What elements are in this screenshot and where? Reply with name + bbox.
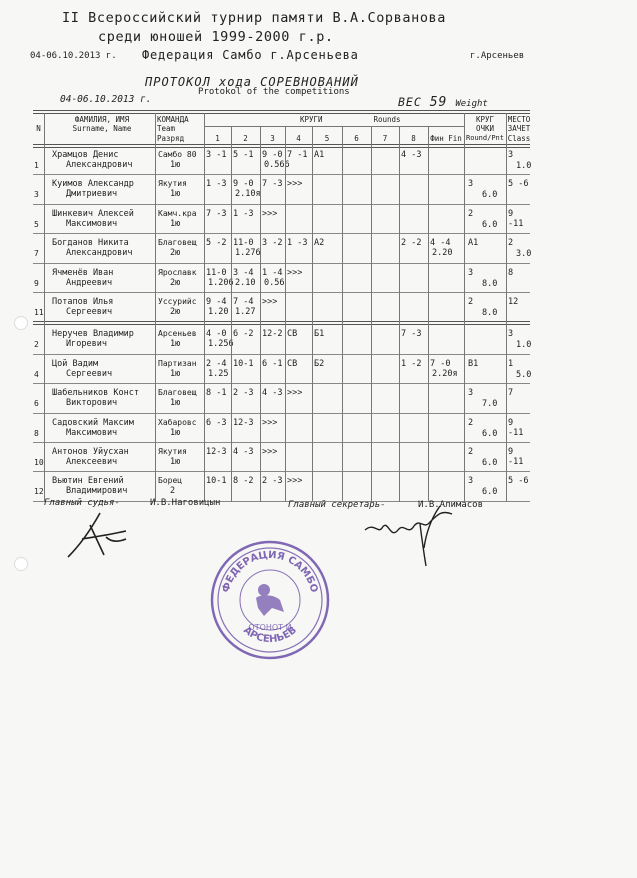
class-points: 1.0: [516, 340, 532, 351]
round-result: 10-1: [233, 358, 254, 369]
table-row: [33, 355, 530, 386]
table-row: [33, 175, 530, 206]
athlete-first-name: Сергеевич: [66, 307, 113, 317]
place: 3: [508, 150, 514, 160]
athlete-first-name: Владимирович: [66, 486, 128, 497]
round-count: 2: [468, 447, 474, 457]
judge-label: Главный судья-: [44, 498, 120, 508]
table-row: [33, 205, 530, 236]
round-result: 7 -0: [430, 358, 451, 369]
header-rank: Разряд: [157, 134, 185, 143]
team-name: Арсеньев: [158, 329, 197, 339]
round-result: >>>: [262, 447, 278, 457]
round-result: 7 -3: [262, 179, 283, 190]
round-result: 3 -4: [233, 267, 254, 278]
points: 6.0: [482, 458, 498, 468]
stamp-center-text: ОТОНОТ И: [248, 623, 292, 632]
protocol-title: ПРОТОКОЛ хода СОРЕВНОВАНИЙ: [145, 75, 359, 89]
athlete-rank: 1ю: [170, 160, 181, 170]
protocol-date: 04-06.10.2013 г.: [60, 94, 152, 105]
round-score: 1.276: [235, 248, 261, 259]
athlete-first-name: Сергеевич: [66, 368, 113, 379]
athlete-last-name: Вьютин Евгений: [52, 476, 124, 487]
place: 8: [508, 267, 514, 278]
athlete-first-name: Александрович: [66, 248, 133, 259]
round-result: 7 -3: [206, 208, 227, 219]
row-number: 11: [34, 308, 44, 317]
round-result: 7 -1: [287, 150, 308, 160]
round-result: 12-2: [262, 329, 283, 340]
place: 5 -6: [508, 179, 529, 190]
svg-text:ФЕДЕРАЦИЯ САМБО: [221, 550, 320, 594]
team-name: Благовещ: [158, 238, 197, 248]
round-count: 2: [468, 417, 474, 428]
punch-hole: [14, 316, 28, 330]
table-row: [33, 293, 530, 324]
round-count: 3: [468, 267, 474, 278]
team-name: Партизан: [158, 358, 197, 368]
place: 5 -6: [508, 476, 529, 487]
round-score: 1.256: [208, 339, 234, 350]
athlete-rank: 1ю: [170, 368, 181, 379]
round-result: 2 -3: [262, 476, 283, 487]
athlete-rank: 2ю: [170, 248, 181, 259]
header-rounds-ru: КРУГИ: [300, 115, 323, 124]
round-result: >>>: [262, 297, 278, 307]
athlete-last-name: Садовский Максим: [52, 417, 134, 428]
team-name: Якутия: [158, 447, 187, 456]
table-row: [33, 264, 530, 295]
round-score: 2.10: [235, 277, 256, 288]
round-result: 2 -3: [233, 388, 254, 399]
header-round-6: 6: [354, 134, 359, 143]
place: 9 -11: [508, 447, 524, 467]
round-result: 7 -4: [233, 297, 254, 307]
athlete-last-name: Шинкевич Алексей: [52, 208, 134, 219]
round-result: 1 -3: [233, 208, 254, 219]
column-divider: [231, 127, 232, 502]
round-result: 3 -2: [262, 238, 283, 249]
athlete-first-name: Игоревич: [66, 339, 107, 350]
round-result: >>>: [287, 267, 303, 278]
athlete-first-name: Алексеевич: [66, 457, 118, 467]
table-row: [33, 234, 530, 265]
athlete-first-name: Андреевич: [66, 277, 113, 288]
header-krug: КРУГ: [475, 115, 495, 124]
round-score: 0.566: [264, 160, 290, 170]
organizer: Федерация Самбо г.Арсеньева: [142, 48, 359, 62]
stamp-top-text: ФЕДЕРАЦИЯ САМБО: [220, 549, 320, 594]
round-score: 2.20я: [432, 368, 458, 379]
round-result: 9 -4: [206, 297, 227, 307]
header-zachet: ЗАЧЕТ: [507, 124, 531, 133]
header-round-3: 3: [270, 134, 275, 143]
round-score: 2.20: [432, 248, 453, 259]
round-count: 3: [468, 179, 474, 190]
protocol-title-en: Protokol of the competitions: [198, 87, 350, 97]
round-result: 3 -1: [206, 150, 227, 160]
place: 2: [508, 238, 514, 249]
athlete-rank: 1ю: [170, 339, 181, 350]
header-rounds-en: Rounds: [373, 115, 401, 124]
header-name-en: Surname, Name: [72, 124, 132, 133]
athlete-rank: 1ю: [170, 398, 181, 409]
points: 8.0: [482, 308, 498, 318]
athlete-first-name: Дмитриевич: [66, 189, 118, 200]
round-result: 7 -3: [401, 329, 422, 340]
round-result: Б1: [314, 329, 325, 340]
round-result: 4 -3: [233, 447, 254, 457]
athlete-rank: 1ю: [170, 189, 181, 200]
points: 6.0: [482, 190, 498, 201]
athlete-last-name: Ячменёв Иван: [52, 267, 114, 278]
points: 6.0: [482, 428, 498, 439]
team-name: Ярославк: [158, 267, 197, 277]
header-round-2: 2: [243, 134, 248, 143]
row-number: 5: [34, 219, 39, 229]
round-result: Б2: [314, 358, 325, 369]
athlete-last-name: Куимов Александр: [52, 179, 134, 190]
athlete-rank: 1ю: [170, 427, 181, 438]
round-result: 1 -3: [206, 179, 227, 190]
round-result: 9 -0: [262, 150, 283, 160]
round-result: СВ: [287, 358, 298, 369]
round-count: 3: [468, 476, 474, 487]
round-score: 2.10я: [235, 189, 261, 200]
round-result: 5 -1: [233, 150, 254, 160]
round-score: 1.27: [235, 307, 256, 317]
header-place: МЕСТО: [507, 115, 531, 124]
stamp-bottom-text: АРСЕНЬЕВ: [241, 624, 299, 646]
athlete-first-name: Максимович: [66, 427, 118, 438]
round-result: >>>: [287, 388, 303, 399]
round-result: 8 -2: [233, 476, 254, 487]
header-team-en: Team: [157, 124, 176, 133]
header-rounds-divider: [204, 126, 464, 127]
place: 1: [508, 358, 514, 369]
athlete-last-name: Шабельников Конст: [52, 388, 139, 399]
class-points: 3.0: [516, 249, 532, 260]
round-result: >>>: [262, 208, 278, 219]
team-name: Борец: [158, 476, 183, 486]
round-score: 1.20: [208, 307, 229, 317]
header-round-5: 5: [324, 134, 330, 143]
round-result: 9 -0: [233, 179, 254, 190]
round-count: В1: [468, 358, 479, 369]
round-result: 2 -4: [206, 358, 227, 369]
row-number: 2: [34, 340, 39, 350]
federation-stamp: [208, 538, 332, 662]
column-divider: [260, 127, 261, 502]
round-result: 8 -1: [206, 388, 227, 399]
column-divider: [464, 113, 465, 502]
team-name: Якутия: [158, 179, 187, 189]
points: 6.0: [482, 219, 498, 230]
punch-hole: [14, 557, 28, 571]
header-round-pnt: Round/Pnt: [466, 134, 504, 142]
athlete-rank: 2ю: [170, 307, 181, 317]
column-divider: [155, 113, 156, 502]
round-result: А1: [314, 150, 325, 160]
athlete-first-name: Викторович: [66, 398, 118, 409]
round-score: 1.25: [208, 368, 229, 379]
team-name: Благовещ: [158, 388, 197, 398]
tournament-dates: 04-06.10.2013 г.: [30, 51, 117, 61]
round-count: 2: [468, 208, 474, 219]
round-result: 6 -2: [233, 329, 254, 340]
row-number: 10: [34, 458, 44, 467]
athlete-last-name: Антонов Уйусхан: [52, 447, 129, 457]
stamp-emblem-icon: [256, 584, 284, 616]
header-points: ОЧКИ: [475, 124, 495, 133]
header-class: Class: [507, 134, 531, 143]
round-result: СВ: [287, 329, 298, 340]
team-name: Самбо 80: [158, 150, 197, 159]
judge-signature: [60, 505, 140, 565]
header-final: Фин Fin: [430, 134, 462, 143]
header-round-4: 4: [296, 134, 301, 143]
points: 6.0: [482, 487, 498, 498]
header-team-ru: КОМАНДА: [157, 115, 189, 124]
secretary-name: И.В.Алимасов: [418, 500, 484, 510]
column-divider: [506, 113, 507, 502]
round-result: >>>: [287, 179, 303, 190]
round-score: 1.206: [208, 277, 234, 288]
round-score: 0.56: [264, 277, 285, 288]
round-result: 2 -2: [401, 238, 422, 249]
round-result: 6 -1: [262, 358, 283, 369]
round-result: >>>: [262, 417, 278, 428]
header-n: N: [36, 124, 41, 133]
round-result: 1 -4: [262, 267, 283, 278]
round-result: 5 -2: [206, 238, 227, 249]
column-divider: [428, 127, 429, 502]
column-divider: [204, 113, 205, 502]
judge-name: И.В.Наговицын: [150, 498, 221, 508]
column-divider: [342, 127, 343, 502]
table-row: [33, 146, 530, 177]
row-number: 3: [34, 190, 39, 200]
row-number: 9: [34, 278, 39, 288]
round-result: 4 -3: [401, 150, 422, 160]
round-result: 4 -4: [430, 238, 451, 249]
place: 3: [508, 329, 514, 340]
row-number: 4: [34, 369, 39, 379]
column-divider: [44, 113, 45, 502]
round-result: А2: [314, 238, 325, 249]
row-number: 8: [34, 428, 39, 438]
column-divider: [312, 127, 313, 502]
secretary-label: Главный секретарь-: [288, 500, 386, 510]
row-number: 1: [34, 161, 39, 170]
table-top-border: [33, 110, 530, 114]
weight-label-en: Weight: [455, 99, 488, 109]
column-divider: [371, 127, 372, 502]
round-result: 12-3: [233, 417, 254, 428]
round-result: 1 -2: [401, 358, 422, 369]
athlete-last-name: Неручев Владимир: [52, 329, 134, 340]
round-result: 11-0: [206, 267, 227, 278]
round-count: А1: [468, 238, 479, 249]
team-name: Уссурийс: [158, 297, 197, 306]
athlete-last-name: Цой Вадим: [52, 358, 99, 369]
athlete-last-name: Богданов Никита: [52, 238, 129, 249]
row-number: 12: [34, 487, 44, 497]
round-result: 4 -0: [206, 329, 227, 340]
table-row: [33, 384, 530, 415]
athlete-last-name: Храмцов Денис: [52, 150, 119, 160]
secretary-signature: [360, 500, 470, 570]
row-number: 7: [34, 249, 39, 259]
place: 9 -11: [508, 208, 524, 229]
round-count: 2: [468, 297, 474, 307]
athlete-rank: 2: [170, 486, 176, 497]
weight-class: [398, 95, 488, 110]
round-count: 3: [468, 388, 474, 399]
weight-label: ВЕС: [398, 95, 422, 109]
tournament-title: II Всероссийский турнир памяти В.А.Сорванова: [62, 10, 447, 26]
round-result: 11-0: [233, 238, 254, 249]
round-result: 10-1: [206, 476, 227, 487]
header-round-7: 7: [382, 134, 388, 143]
row-number: 6: [34, 399, 39, 409]
table-row: [33, 414, 530, 445]
weight-value: 59: [429, 95, 448, 110]
column-divider: [285, 127, 286, 502]
table-row: [33, 325, 530, 356]
header-name-ru: ФАМИЛИЯ, ИМЯ: [74, 115, 130, 124]
column-divider: [399, 127, 400, 502]
round-result: 4 -3: [262, 388, 283, 399]
points: 7.0: [482, 399, 498, 410]
round-result: >>>: [287, 476, 303, 487]
place: 9 -11: [508, 417, 524, 438]
header-round-8: 8: [411, 134, 416, 143]
athlete-rank: 1ю: [170, 457, 181, 467]
athlete-rank: 1ю: [170, 218, 181, 229]
place: 12: [508, 297, 519, 307]
athlete-rank: 2ю: [170, 277, 181, 288]
team-name: Камч.кра: [158, 208, 197, 218]
round-result: 12-3: [206, 447, 227, 457]
header-round-1: 1: [215, 134, 220, 143]
tournament-subtitle: среди юношей 1999-2000 г.р.: [98, 29, 334, 45]
class-points: 5.0: [516, 369, 532, 380]
city: г.Арсеньев: [470, 51, 525, 61]
points: 8.0: [482, 278, 498, 289]
athlete-last-name: Потапов Илья: [52, 297, 114, 307]
athlete-first-name: Максимович: [66, 218, 118, 229]
class-points: 1.0: [516, 161, 532, 171]
athlete-first-name: Александрович: [66, 160, 133, 170]
place: 7: [508, 388, 514, 399]
table-row: [33, 443, 530, 474]
team-name: Хабаровс: [158, 417, 197, 427]
round-result: 1 -3: [287, 238, 308, 249]
round-result: 6 -3: [206, 417, 227, 428]
